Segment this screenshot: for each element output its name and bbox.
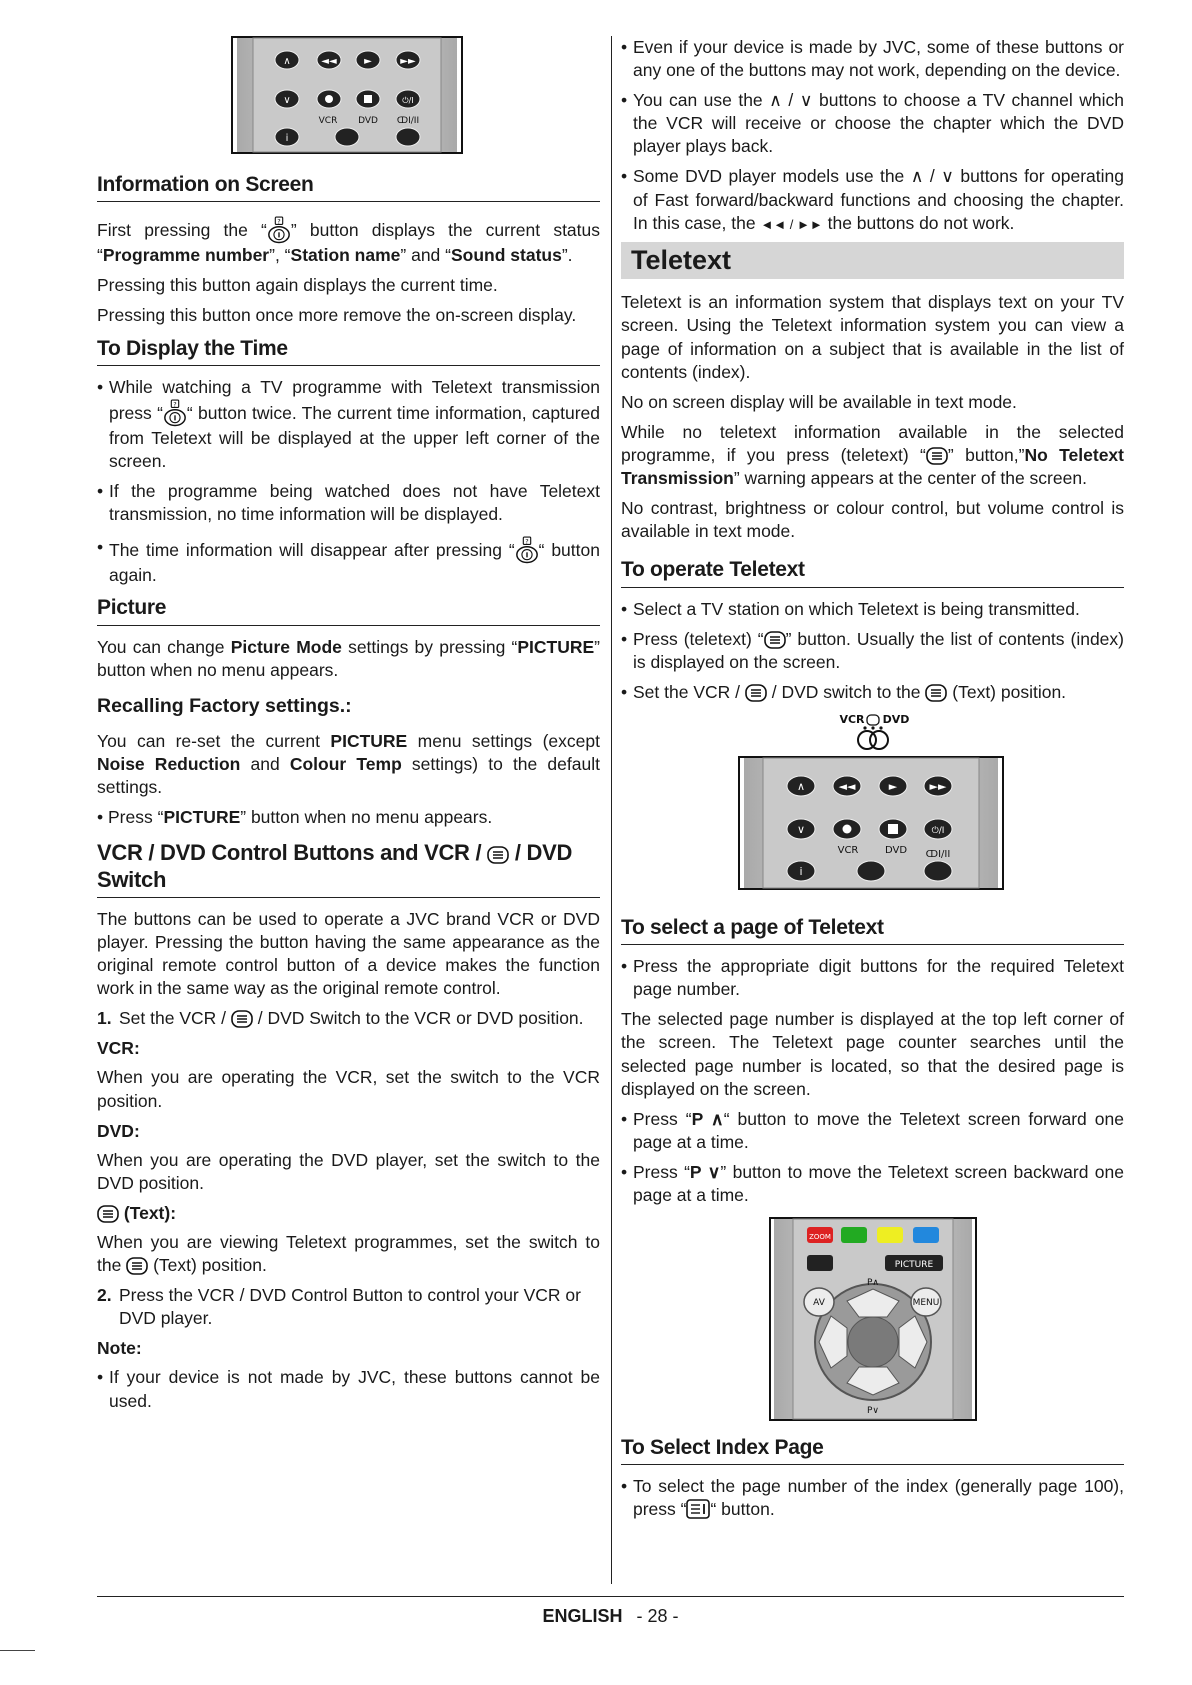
notes-bullet-3: • Some DVD player models use the ∧ / ∨ buttons for operating of Fast forward/backward functions and choosing the chapter. In this case, the ◄◄ / ►► the buttons do not work. xyxy=(621,166,1124,233)
operate-bullet-1: • Select a TV station on which Teletext is being transmitted. xyxy=(621,598,1080,619)
note-label: Note: xyxy=(97,1338,142,1359)
time-bullet-3: • The time information will disappear after pressing “ “ button again. xyxy=(97,537,600,586)
page-edge-mark xyxy=(0,1650,35,1651)
svg-text:DVD: DVD xyxy=(884,844,907,856)
notes-bullet-1: • Even if your device is made by JVC, some of these buttons or any one of the buttons may not work, depending on the device. xyxy=(621,37,1124,81)
svg-text:∧: ∧ xyxy=(796,779,805,793)
operate-bullet-3: • Set the VCR / / DVD switch to the (Text) position. xyxy=(621,681,1067,702)
teletext-icon xyxy=(925,684,947,702)
svg-text:VCR: VCR xyxy=(837,844,858,856)
rewind-forward-glyph: ◄◄ / ►► xyxy=(760,216,823,232)
page-footer xyxy=(97,1596,1124,1629)
svg-text:∧: ∧ xyxy=(283,56,291,67)
right-column xyxy=(621,36,1124,1529)
up-down-buttons-glyph: ∧ / ∨ xyxy=(769,90,813,111)
svg-text:VCR: VCR xyxy=(838,712,865,726)
text-description: When you are viewing Teletext programmes, set the switch to the (Text) position. xyxy=(97,1232,600,1276)
left-column xyxy=(97,36,600,1420)
svg-text:►: ► xyxy=(888,779,897,793)
picture-paragraph: You can change Picture Mode settings by pressing “PICTURE” button when no menu appears. xyxy=(97,636,600,680)
factory-paragraph: You can re-set the current PICTURE menu settings (except Noise Reduction and Colour Temp settings) to the default settings. xyxy=(97,730,600,797)
up-down-buttons-glyph: ∧ / ∨ xyxy=(910,166,954,187)
vcr-step-1: 1. Set the VCR / / DVD Switch to the VCR or DVD position. xyxy=(97,1008,584,1029)
svg-text:i: i xyxy=(285,133,289,144)
teletext-icon xyxy=(487,846,509,864)
factory-heading: Recalling Factory settings.: xyxy=(97,694,352,717)
dvd-text: When you are operating the DVD player, set the switch to the DVD position. xyxy=(97,1149,600,1193)
svg-text:P∧: P∧ xyxy=(866,1278,879,1289)
select-heading: To select a page of Teletext xyxy=(621,915,1124,945)
info-paragraph-3: Pressing this button once more remove the on-screen display. xyxy=(97,305,577,326)
teletext-paragraph-4: No contrast, brightness or colour control, but volume control is available in text mode. xyxy=(621,498,1124,542)
svg-text:►►: ►► xyxy=(400,56,416,67)
vcr-step-2: 2. Press the VCR / DVD Control Button to control your VCR or DVD player. xyxy=(97,1285,581,1329)
text-label: (Text): xyxy=(97,1202,600,1225)
select-bullet-3: • Press “P ∨” button to move the Teletext screen backward one page at a time. xyxy=(621,1161,1124,1206)
remote-mode-label: ↀI/II xyxy=(396,116,420,126)
remote-dvd-label: DVD xyxy=(358,116,378,126)
info-paragraph-2: Pressing this button again displays the current time. xyxy=(97,275,498,296)
notes-bullet-2: • You can use the ∧ / ∨ buttons to choose a TV channel which the VCR will receive or choose the chapter which the DVD player plays back. xyxy=(621,90,1124,157)
info-heading: Information on Screen xyxy=(97,172,600,202)
info-button-icon xyxy=(163,399,187,427)
remote-control-vcr-dvd-image xyxy=(231,36,463,154)
vcr-text: When you are operating the VCR, set the switch to the VCR position. xyxy=(97,1067,600,1111)
remote-control-switch-image xyxy=(738,711,1008,901)
footer-language: ENGLISH xyxy=(542,1606,623,1626)
svg-text:ↀI/II: ↀI/II xyxy=(925,848,950,860)
svg-text:◄◄: ◄◄ xyxy=(838,779,855,793)
svg-text:P∨: P∨ xyxy=(866,1406,879,1417)
svg-text:►►: ►► xyxy=(929,779,946,793)
index-bullet-1: • To select the page number of the index (generally page 100), press “ “ button. xyxy=(621,1476,1124,1520)
factory-bullet: • Press “PICTURE” button when no menu appears. xyxy=(97,806,493,827)
dvd-label: DVD: xyxy=(97,1120,140,1141)
teletext-icon xyxy=(745,684,767,702)
teletext-paragraph-2: No on screen display will be available in text mode. xyxy=(621,391,1017,412)
index-button-icon xyxy=(686,1499,710,1519)
svg-text:⏻/I: ⏻/I xyxy=(402,96,414,105)
vcr-label: VCR: xyxy=(97,1038,140,1059)
svg-text:DVD: DVD xyxy=(882,712,909,726)
info-button-icon xyxy=(515,536,539,564)
svg-text:◄◄: ◄◄ xyxy=(321,56,337,67)
teletext-icon xyxy=(231,1010,253,1028)
info-paragraph-1: First pressing the “ ” button displays the current status “Programme number”, “Station name” and “Sound status”. xyxy=(97,216,600,267)
note-bullet-1: • If your device is not made by JVC, these buttons cannot be used. xyxy=(97,1367,600,1411)
teletext-paragraph-3: While no teletext information available in the selected programme, if you press (teletext) “ ” button,”No Teletext Transmission” warning appears at the center of the screen. xyxy=(621,421,1124,489)
svg-text:PICTURE: PICTURE xyxy=(894,1260,933,1271)
svg-text:AV: AV xyxy=(812,1298,825,1309)
footer-page-number: - 28 - xyxy=(636,1606,679,1626)
select-paragraph: The selected page number is displayed at the top left corner of the screen. The Teletext page counter searches until the selected page number is located, so that the desired page is displayed on the screen. xyxy=(621,1009,1124,1099)
column-divider xyxy=(611,36,612,1584)
teletext-icon xyxy=(126,1257,148,1275)
index-heading: To Select Index Page xyxy=(621,1435,1124,1465)
remote-control-navigation-image xyxy=(769,1217,977,1421)
svg-text:MENU: MENU xyxy=(912,1298,939,1309)
picture-heading: Picture xyxy=(97,595,600,625)
teletext-paragraph-1: Teletext is an information system that displays text on your TV screen. Using the Teletext information system you can view a page of information on a subject that is available in the list of contents (index). xyxy=(621,292,1124,382)
teletext-icon xyxy=(97,1205,119,1223)
svg-text:∨: ∨ xyxy=(283,95,291,106)
teletext-section-band: Teletext xyxy=(621,242,1124,280)
time-bullet-2: • If the programme being watched does not have Teletext transmission, no time information will be displayed. xyxy=(97,481,600,525)
svg-text:⏻/I: ⏻/I xyxy=(931,825,944,836)
vcr-dvd-heading: VCR / DVD Control Buttons and VCR / / DVD Switch xyxy=(97,839,600,898)
select-bullet-1: • Press the appropriate digit buttons for the required Teletext page number. xyxy=(621,956,1124,1000)
info-button-icon xyxy=(267,216,291,244)
time-heading: To Display the Time xyxy=(97,336,600,366)
vcr-dvd-paragraph: The buttons can be used to operate a JVC brand VCR or DVD player. Pressing the button having the same appearance as the original remote control button of a device makes the function work in the same way as the original remote control. xyxy=(97,908,600,999)
teletext-icon xyxy=(926,447,948,465)
remote-vcr-label: VCR xyxy=(318,116,338,126)
time-bullet-1: • While watching a TV programme with Teletext transmission press “ “ button twice. The current time information, captured from Teletext will be displayed at the upper left corner of the screen. xyxy=(97,376,600,471)
operate-heading: To operate Teletext xyxy=(621,557,1124,587)
svg-text:i: i xyxy=(798,864,803,878)
svg-text:ZOOM: ZOOM xyxy=(808,1233,831,1242)
teletext-icon xyxy=(764,631,786,649)
operate-bullet-2: • Press (teletext) “ ” button. Usually the list of contents (index) is displayed on the screen. xyxy=(621,628,1124,672)
svg-text:►: ► xyxy=(364,56,372,67)
select-bullet-2: • Press “P ∧“ button to move the Teletext screen forward one page at a time. xyxy=(621,1108,1124,1152)
svg-text:∨: ∨ xyxy=(796,822,805,836)
